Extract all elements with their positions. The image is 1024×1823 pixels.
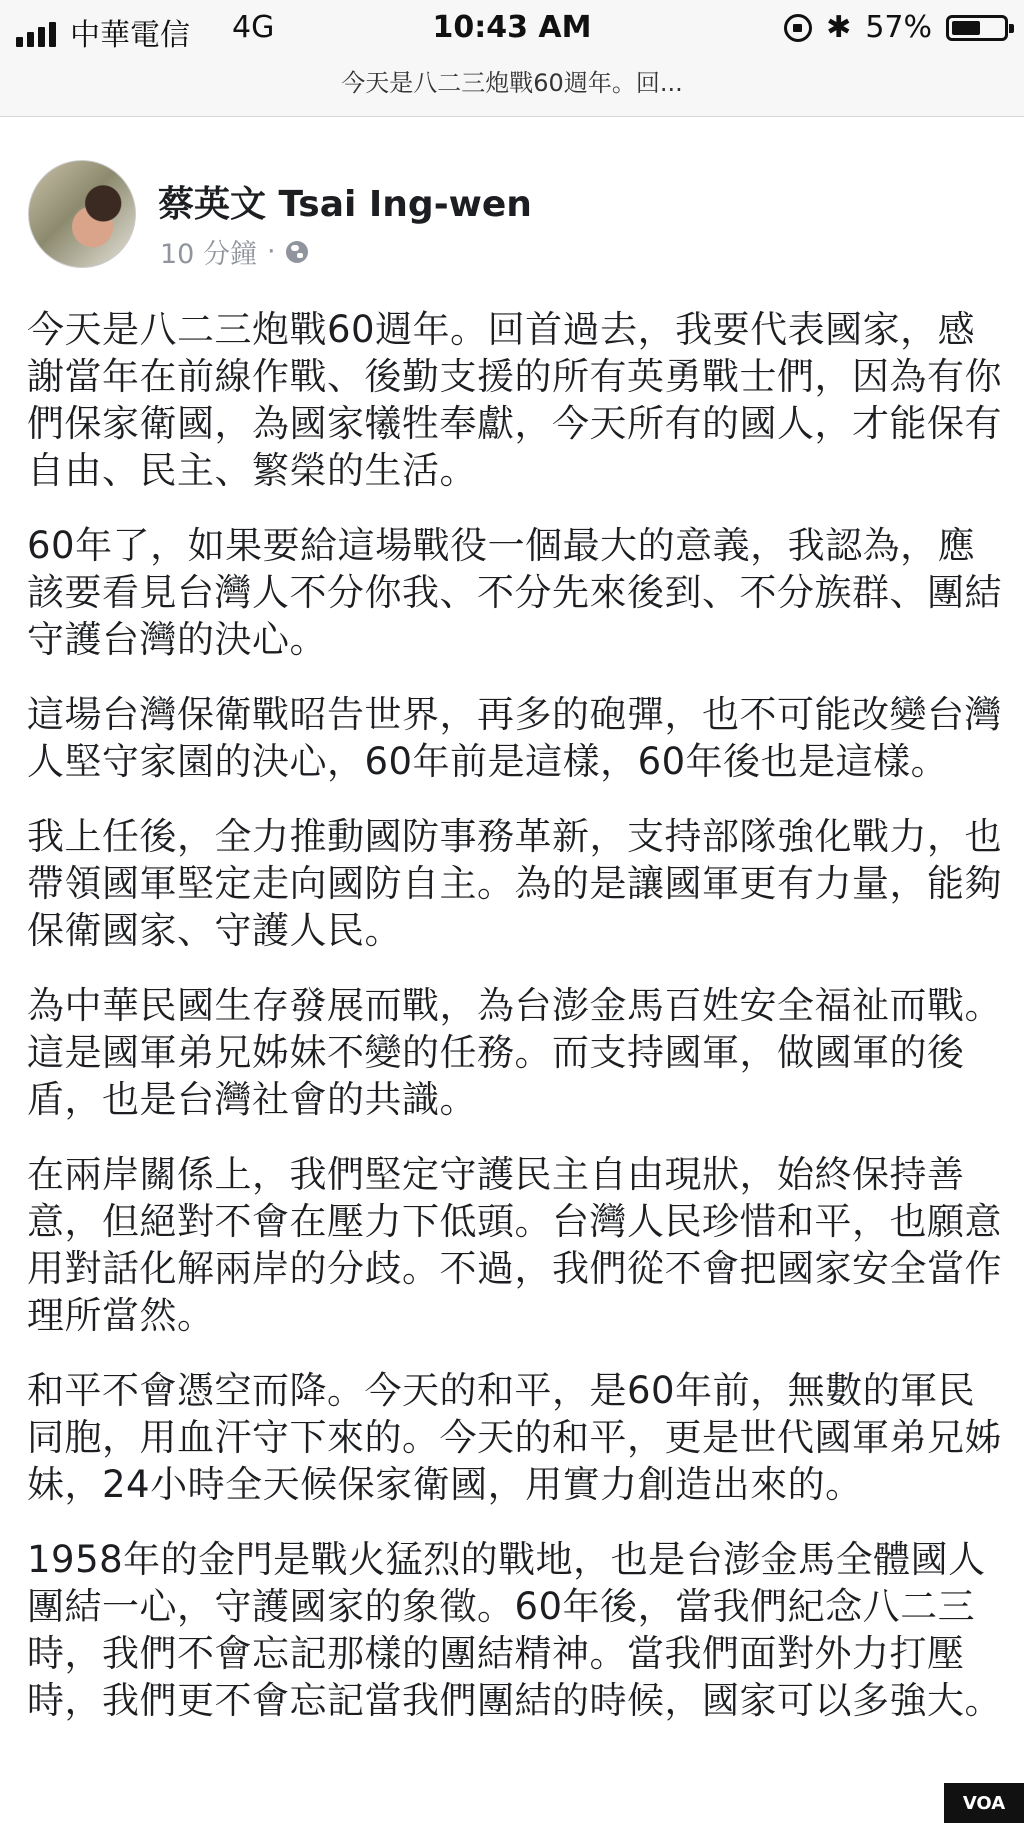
author-name[interactable]: 蔡英文 Tsai Ing-wen <box>158 184 532 225</box>
voa-watermark: VOA <box>944 1783 1024 1823</box>
page-title: 今天是八二三炮戰60週年。回... <box>0 58 1024 117</box>
carrier-name: 中華電信 <box>70 18 190 53</box>
post-paragraph: 今天是八二三炮戰60週年。回首過去，我要代表國家，感謝當年在前線作戰、後勤支援的所有英勇戰士們，因為有你們保家衛國，為國家犧牲奉獻，今天所有的國人，才能保有自由、民主、繁榮的生活。 <box>27 308 1002 492</box>
post-meta <box>160 232 308 271</box>
clock: 10:43 AM <box>432 10 592 45</box>
post-paragraph: 這場台灣保衛戰昭告世界，再多的砲彈，也不可能改變台灣人堅守家園的決心，60年前是這樣，60年後也是這樣。 <box>27 693 1002 783</box>
battery-icon <box>946 15 1008 41</box>
avatar[interactable] <box>28 160 136 268</box>
post-paragraph: 為中華民國生存發展而戰，為台澎金馬百姓安全福祉而戰。這是國軍弟兄姊妹不變的任務。而支持國軍，做國軍的後盾，也是台灣社會的共識。 <box>27 984 1002 1121</box>
post-paragraph: 在兩岸關係上，我們堅定守護民主自由現狀，始終保持善意，但絕對不會在壓力下低頭。台灣人民珍惜和平，也願意用對話化解兩岸的分歧。不過，我們從不會把國家安全當作理所當然。 <box>27 1153 1002 1337</box>
status-bar <box>0 0 1024 58</box>
network-type: 4G <box>232 10 275 45</box>
post-timestamp[interactable]: 10 分鐘 <box>160 239 257 270</box>
globe-icon <box>286 241 308 263</box>
battery-level <box>952 21 980 35</box>
battery-percent: 57% <box>865 10 932 45</box>
post-paragraph: 60年了，如果要給這場戰役一個最大的意義，我認為，應該要看見台灣人不分你我、不分先來後到、不分族群、團結守護台灣的決心。 <box>27 524 1002 661</box>
post-paragraph: 1958年的金門是戰火猛烈的戰地，也是台澎金馬全體國人團結一心，守護國家的象徵。60年後，當我們紀念八二三時，我們不會忘記那樣的團結精神。當我們面對外力打壓時，我們更不會忘記當我們團結的時候，國家可以多強大。 <box>27 1538 1002 1722</box>
bluetooth-icon: ✱ <box>826 10 852 45</box>
rotation-lock-icon <box>784 14 812 42</box>
meta-separator: · <box>266 236 276 267</box>
post-body <box>27 306 1002 1752</box>
post-paragraph: 和平不會憑空而降。今天的和平，是60年前，無數的軍民同胞，用血汗守下來的。今天的和平，更是世代國軍弟兄姊妹，24小時全天候保家衛國，用實力創造出來的。 <box>27 1369 1002 1506</box>
post-paragraph: 我上任後，全力推動國防事務革新，支持部隊強化戰力，也帶領國軍堅定走向國防自主。為的是讓國軍更有力量，能夠保衛國家、守護人民。 <box>27 815 1002 952</box>
status-icons <box>784 10 1008 45</box>
post-author-header <box>28 160 988 270</box>
